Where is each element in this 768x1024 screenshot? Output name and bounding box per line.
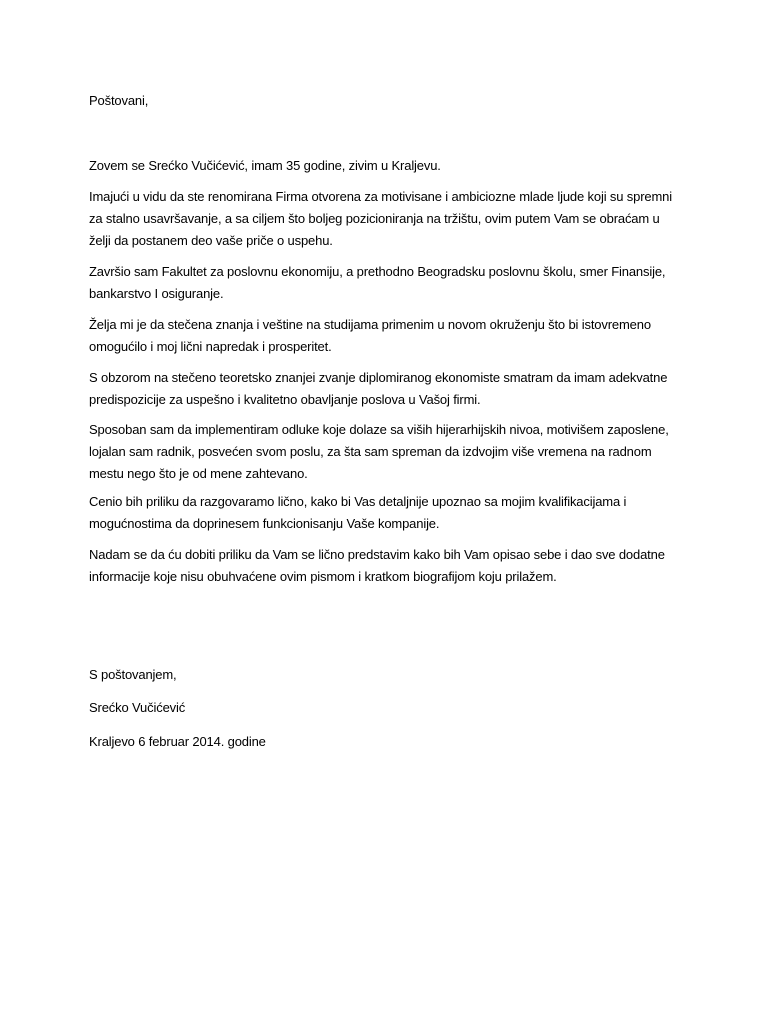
paragraph-interview xyxy=(89,491,689,535)
paragraph-line: Želja mi je da stečena znanja i veštine na studijama primenim u novom okruženju što bi istovremeno xyxy=(89,317,651,332)
paragraph-education xyxy=(89,261,689,305)
paragraph-line: predispozicije za uspešno i kvalitetno obavljanje poslova u Vašoj firmi. xyxy=(89,392,481,407)
paragraph-line: informacije koje nisu obuhvaćene ovim pismom i kratkom biografijom koju prilažem. xyxy=(89,569,557,584)
salutation xyxy=(89,90,689,112)
place-date xyxy=(89,731,689,753)
paragraph-line: za stalno usavršavanje, a sa ciljem što boljeg pozicioniranja na tržištu, ovim putem Vam se obraćam u xyxy=(89,211,660,226)
paragraph-motivation xyxy=(89,186,689,252)
paragraph-closing-remarks xyxy=(89,544,689,588)
place-date-text: Kraljevo 6 februar 2014. godine xyxy=(89,734,266,749)
paragraph-line: Imajući u vidu da ste renomirana Firma otvorena za motivisane i ambiciozne mlade ljude koji su spremni xyxy=(89,189,672,204)
paragraph-line: lojalan sam radnik, posvećen svom poslu, za šta sam spreman da izdvojim više vremena na radnom xyxy=(89,444,652,459)
paragraph-line: Zovem se Srećko Vučićević, imam 35 godine, zivim u Kraljevu. xyxy=(89,158,441,173)
paragraph-line: mogućnostima da doprinesem funkcionisanju Vaše kompanije. xyxy=(89,516,440,531)
paragraph-line: mestu nego što je od mene zahtevano. xyxy=(89,466,308,481)
paragraph-line: omogućilo i moj lični napredak i prosperitet. xyxy=(89,339,332,354)
paragraph-line: Cenio bih priliku da razgovaramo lično, kako bi Vas detaljnije upoznao sa mojim kvalifikacijama i xyxy=(89,494,627,509)
paragraph-line: bankarstvo I osiguranje. xyxy=(89,286,224,301)
paragraph-line: Sposoban sam da implementiram odluke koje dolaze sa viših hijerarhijskih nivoa, motivišem zaposlene, xyxy=(89,422,669,437)
paragraph-line: želji da postanem deo vaše priče o uspehu. xyxy=(89,233,333,248)
paragraph-goals xyxy=(89,314,689,358)
paragraph-line: S obzorom na stečeno teoretsko znanjei zvanje diplomiranog ekonomiste smatram da imam adekvatne xyxy=(89,370,668,385)
signature-name: Srećko Vučićević xyxy=(89,700,186,715)
closing-text: S poštovanjem, xyxy=(89,667,177,682)
paragraph-line: Završio sam Fakultet za poslovnu ekonomiju, a prethodno Beogradsku poslovnu školu, smer Finansije, xyxy=(89,264,666,279)
paragraph-line: Nadam se da ću dobiti priliku da Vam se lično predstavim kako bih Vam opisao sebe i dao sve dodatne xyxy=(89,547,665,562)
signature xyxy=(89,697,689,719)
salutation-text: Poštovani, xyxy=(89,93,149,108)
paragraph-qualifications xyxy=(89,367,689,411)
closing xyxy=(89,664,689,686)
paragraph-intro xyxy=(89,155,689,177)
paragraph-skills xyxy=(89,419,689,485)
